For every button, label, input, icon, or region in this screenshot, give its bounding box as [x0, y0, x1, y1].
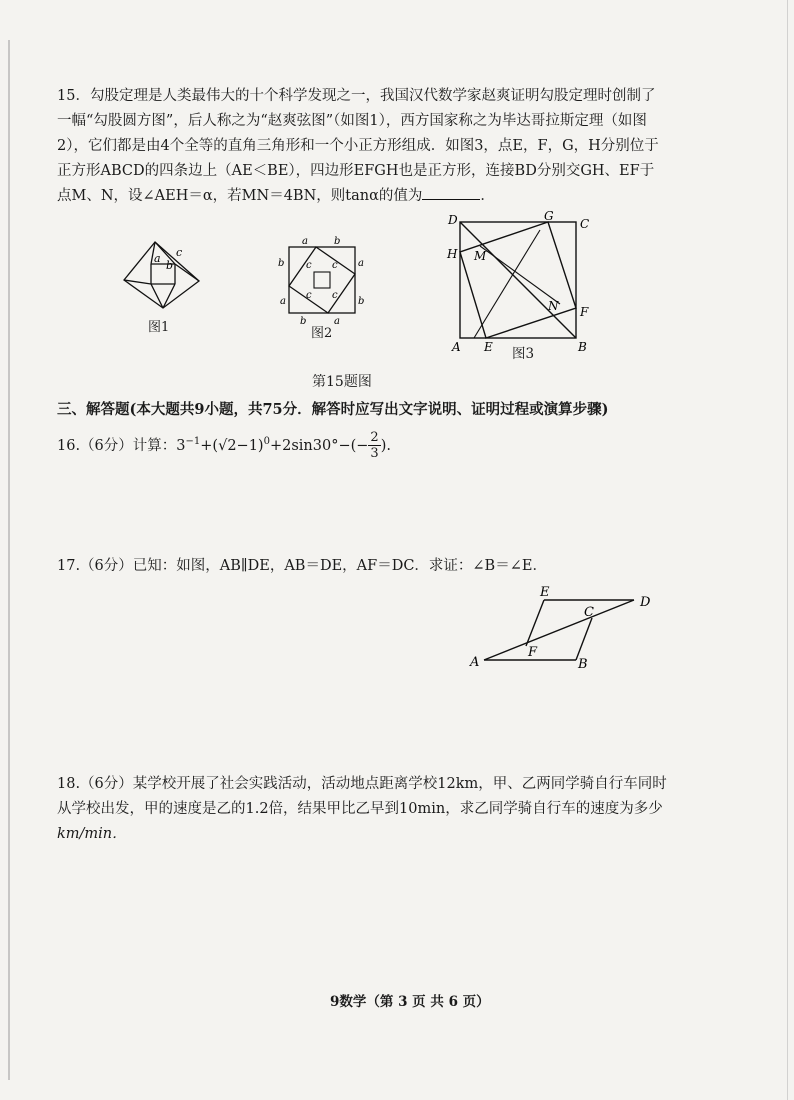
q15-answer-blank — [422, 185, 480, 200]
figure-1 — [118, 236, 218, 321]
q16-exp2: 0 — [263, 436, 270, 447]
q18-line-2: 从学校出发，甲的速度是乙的1.2倍，结果甲比乙早到10min，求乙同学骑自行车的速度为多少 — [57, 801, 663, 817]
figure-2 — [276, 234, 368, 326]
q16-fraction — [368, 430, 380, 461]
scan-edge-left — [8, 40, 10, 1080]
fig1-label-a: a — [154, 252, 161, 265]
q15-line-1: 15．勾股定理是人类最伟大的十个科学发现之一，我国汉代数学家赵爽证明勾股定理时创制了 — [57, 88, 656, 104]
fig3-label-G: G — [544, 209, 554, 223]
q17-label-B: B — [578, 657, 588, 672]
fig2-label-a-right: a — [358, 258, 364, 269]
q16-frac-num: 2 — [370, 430, 379, 446]
q15-figure-title: 第15题图 — [312, 374, 372, 390]
q17-text: 17.（6分）已知：如图，AB∥DE，AB＝DE，AF＝DC．求证：∠B＝∠E． — [57, 558, 547, 574]
fig2-label-b-right: b — [358, 296, 365, 307]
fig3-label-H: H — [447, 247, 458, 261]
fig3-label-A: A — [452, 340, 461, 354]
q16-expr-part2: +(√2−1) — [200, 437, 264, 454]
fig2-caption: 图2 — [311, 326, 333, 341]
fig1-label-c: c — [176, 246, 183, 259]
q18-line-3: km/min． — [57, 826, 127, 842]
fig3-label-B: B — [578, 340, 587, 354]
scan-edge-right — [787, 0, 788, 1100]
figure-q17 — [466, 580, 666, 672]
q17-label-E: E — [540, 585, 550, 600]
q16-prefix: 16.（6分）计算： — [57, 437, 177, 454]
q15-line-5-end: ． — [480, 188, 495, 204]
q15-line-4: 正方形ABCD的四条边上（AE＜BE），四边形EFGH也是正方形，连接BD分别交GH、EF于 — [57, 163, 655, 179]
fig2-label-a-bottom: a — [334, 316, 340, 326]
q17-label-A: A — [470, 655, 480, 670]
page-footer: 9数学（第 3 页 共 6 页） — [330, 994, 490, 1010]
fig1-label-b: b — [166, 259, 174, 272]
fig3-label-M: M — [474, 249, 487, 263]
figure-3 — [440, 208, 600, 358]
fig3-label-N: N — [548, 299, 559, 313]
fig3-label-E: E — [484, 340, 493, 354]
q15-line-2: 一幅“勾股圆方图”，后人称之为“赵爽弦图”（如图1），西方国家称之为毕达哥拉斯定理（如图 — [57, 113, 647, 129]
fig2-label-c-2: c — [332, 260, 338, 271]
fig3-label-F: F — [580, 305, 589, 319]
section-3-title: 三、解答题(本大题共9小题，共75分．解答时应写出文字说明、证明过程或演算步骤) — [57, 401, 609, 418]
fig2-label-c-4: c — [332, 290, 338, 301]
q15-line-3: 2），它们都是由4个全等的直角三角形和一个小正方形组成．如图3，点E，F，G，H分别位于 — [57, 138, 659, 154]
q16-line — [57, 427, 757, 461]
q16-expr-part1: 3 — [176, 437, 186, 454]
q15-line-5 — [57, 184, 757, 209]
fig2-label-b-bottom: b — [300, 316, 307, 326]
fig3-label-C: C — [580, 217, 590, 231]
q16-expr-part3: +2sin30°−(− — [269, 437, 369, 454]
fig2-label-a-top: a — [302, 236, 308, 247]
fig3-label-D: D — [448, 213, 458, 227]
fig2-label-c-1: c — [306, 260, 312, 271]
q16-exp1: −1 — [185, 436, 201, 447]
fig3-caption: 图3 — [512, 346, 535, 362]
fig2-label-a-left: a — [280, 296, 286, 307]
q16-expr-end: ). — [380, 437, 391, 454]
q15-line-5-text: 点M、N，设∠AEH＝α，若MN＝4BN，则tanα的值为 — [57, 188, 423, 204]
q16-frac-den: 3 — [370, 446, 379, 462]
fig1-caption: 图1 — [148, 320, 170, 335]
fig2-label-b-top: b — [334, 236, 341, 247]
fig2-label-b-left: b — [278, 258, 285, 269]
q18-line-1: 18.（6分）某学校开展了社会实践活动，活动地点距离学校12km，甲、乙两同学骑自行车同时 — [57, 776, 667, 792]
q17-label-F: F — [528, 645, 538, 660]
q17-label-D: D — [640, 595, 651, 610]
q17-label-C: C — [584, 605, 594, 620]
fig2-label-c-3: c — [306, 290, 312, 301]
